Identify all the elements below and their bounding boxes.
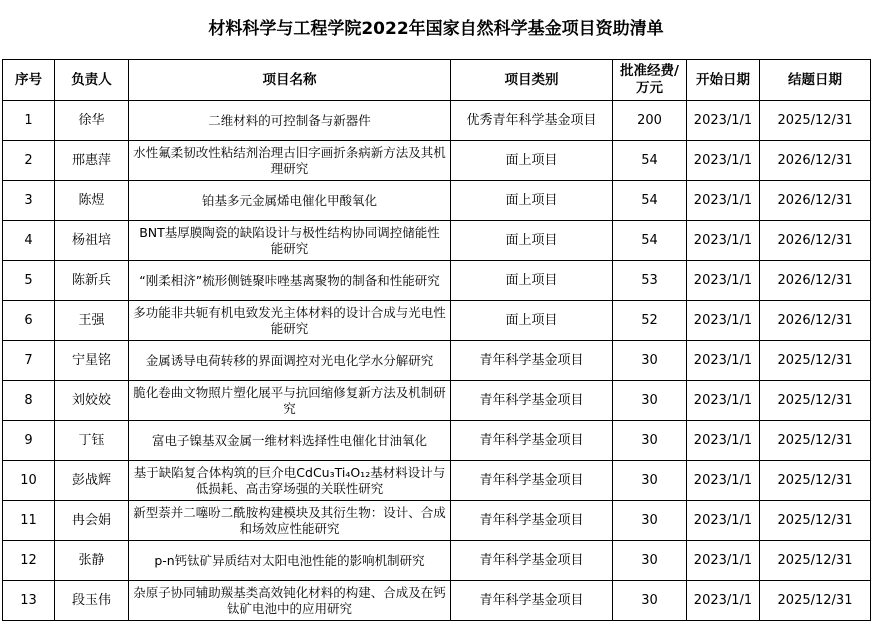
cell-seq: 11 bbox=[3, 501, 55, 541]
cell-funding: 30 bbox=[613, 541, 687, 581]
cell-funding: 30 bbox=[613, 381, 687, 421]
cell-start: 2023/1/1 bbox=[687, 141, 760, 181]
table-row bbox=[3, 301, 871, 341]
header-type: 项目类别 bbox=[451, 60, 613, 101]
cell-end: 2025/12/31 bbox=[760, 101, 871, 141]
cell-type: 面上项目 bbox=[451, 221, 613, 261]
cell-name: 脆化卷曲文物照片塑化展平与抗回缩修复新方法及机制研究 bbox=[129, 381, 451, 421]
cell-leader: 刘姣姣 bbox=[55, 381, 129, 421]
cell-leader: 邢惠萍 bbox=[55, 141, 129, 181]
cell-funding: 54 bbox=[613, 221, 687, 261]
cell-start: 2023/1/1 bbox=[687, 341, 760, 381]
cell-funding: 52 bbox=[613, 301, 687, 341]
cell-type: 青年科学基金项目 bbox=[451, 581, 613, 621]
cell-seq: 2 bbox=[3, 141, 55, 181]
cell-name: 富电子镍基双金属一维材料选择性电催化甘油氧化 bbox=[129, 421, 451, 461]
cell-leader: 陈煜 bbox=[55, 181, 129, 221]
cell-type: 面上项目 bbox=[451, 141, 613, 181]
header-name: 项目名称 bbox=[129, 60, 451, 101]
cell-funding: 53 bbox=[613, 261, 687, 301]
cell-leader: 段玉伟 bbox=[55, 581, 129, 621]
cell-type: 青年科学基金项目 bbox=[451, 421, 613, 461]
cell-start: 2023/1/1 bbox=[687, 461, 760, 501]
cell-funding: 30 bbox=[613, 581, 687, 621]
cell-name: 基于缺陷复合体构筑的巨介电CdCu₃Ti₄O₁₂基材料设计与低损耗、高击穿场强的关联性研究 bbox=[129, 461, 451, 501]
cell-seq: 3 bbox=[3, 181, 55, 221]
cell-name: “刚柔相济”梳形侧链聚咔唑基离聚物的制备和性能研究 bbox=[129, 261, 451, 301]
cell-start: 2023/1/1 bbox=[687, 301, 760, 341]
cell-seq: 8 bbox=[3, 381, 55, 421]
cell-type: 面上项目 bbox=[451, 301, 613, 341]
cell-type: 面上项目 bbox=[451, 261, 613, 301]
cell-start: 2023/1/1 bbox=[687, 221, 760, 261]
header-start: 开始日期 bbox=[687, 60, 760, 101]
table-row bbox=[3, 341, 871, 381]
header-end: 结题日期 bbox=[760, 60, 871, 101]
cell-seq: 7 bbox=[3, 341, 55, 381]
table-row bbox=[3, 381, 871, 421]
cell-end: 2025/12/31 bbox=[760, 461, 871, 501]
table-row bbox=[3, 461, 871, 501]
cell-type: 面上项目 bbox=[451, 181, 613, 221]
table-row bbox=[3, 501, 871, 541]
cell-start: 2023/1/1 bbox=[687, 101, 760, 141]
cell-funding: 30 bbox=[613, 341, 687, 381]
cell-start: 2023/1/1 bbox=[687, 381, 760, 421]
cell-leader: 冉会娟 bbox=[55, 501, 129, 541]
cell-leader: 丁钰 bbox=[55, 421, 129, 461]
cell-type: 优秀青年科学基金项目 bbox=[451, 101, 613, 141]
header-funding: 批准经费/万元 bbox=[613, 60, 687, 101]
cell-seq: 5 bbox=[3, 261, 55, 301]
cell-type: 青年科学基金项目 bbox=[451, 501, 613, 541]
cell-seq: 12 bbox=[3, 541, 55, 581]
page-title: 材料科学与工程学院2022年国家自然科学基金项目资助清单 bbox=[208, 19, 664, 39]
cell-end: 2025/12/31 bbox=[760, 581, 871, 621]
cell-end: 2026/12/31 bbox=[760, 301, 871, 341]
table-row bbox=[3, 421, 871, 461]
cell-type: 青年科学基金项目 bbox=[451, 381, 613, 421]
cell-start: 2023/1/1 bbox=[687, 541, 760, 581]
cell-type: 青年科学基金项目 bbox=[451, 341, 613, 381]
cell-funding: 200 bbox=[613, 101, 687, 141]
cell-name: 二维材料的可控制备与新器件 bbox=[129, 101, 451, 141]
table-row bbox=[3, 541, 871, 581]
cell-leader: 宁星铭 bbox=[55, 341, 129, 381]
cell-seq: 4 bbox=[3, 221, 55, 261]
cell-funding: 30 bbox=[613, 461, 687, 501]
cell-end: 2026/12/31 bbox=[760, 261, 871, 301]
cell-type: 青年科学基金项目 bbox=[451, 541, 613, 581]
cell-end: 2025/12/31 bbox=[760, 341, 871, 381]
cell-end: 2026/12/31 bbox=[760, 221, 871, 261]
table-row bbox=[3, 141, 871, 181]
cell-end: 2025/12/31 bbox=[760, 501, 871, 541]
cell-funding: 30 bbox=[613, 501, 687, 541]
cell-start: 2023/1/1 bbox=[687, 261, 760, 301]
cell-name: p-n钙钛矿异质结对太阳电池性能的影响机制研究 bbox=[129, 541, 451, 581]
cell-funding: 30 bbox=[613, 421, 687, 461]
cell-name: 铂基多元金属烯电催化甲酸氧化 bbox=[129, 181, 451, 221]
cell-leader: 杨祖培 bbox=[55, 221, 129, 261]
cell-seq: 10 bbox=[3, 461, 55, 501]
table-row bbox=[3, 101, 871, 141]
cell-end: 2026/12/31 bbox=[760, 141, 871, 181]
header-row bbox=[3, 60, 871, 101]
cell-start: 2023/1/1 bbox=[687, 421, 760, 461]
cell-leader: 陈新兵 bbox=[55, 261, 129, 301]
cell-leader: 张静 bbox=[55, 541, 129, 581]
cell-start: 2023/1/1 bbox=[687, 181, 760, 221]
cell-seq: 9 bbox=[3, 421, 55, 461]
cell-name: 水性氟柔韧改性粘结剂治理古旧字画折条病新方法及其机理研究 bbox=[129, 141, 451, 181]
cell-seq: 13 bbox=[3, 581, 55, 621]
cell-leader: 王强 bbox=[55, 301, 129, 341]
cell-name: BNT基厚膜陶瓷的缺陷设计与极性结构协同调控储能性能研究 bbox=[129, 221, 451, 261]
cell-start: 2023/1/1 bbox=[687, 501, 760, 541]
cell-funding: 54 bbox=[613, 141, 687, 181]
table-row bbox=[3, 581, 871, 621]
cell-leader: 徐华 bbox=[55, 101, 129, 141]
cell-funding: 54 bbox=[613, 181, 687, 221]
table-row bbox=[3, 221, 871, 261]
cell-end: 2025/12/31 bbox=[760, 541, 871, 581]
cell-type: 青年科学基金项目 bbox=[451, 461, 613, 501]
header-leader: 负责人 bbox=[55, 60, 129, 101]
cell-name: 杂原子协同辅助羰基类高效钝化材料的构建、合成及在钙钛矿电池中的应用研究 bbox=[129, 581, 451, 621]
cell-name: 金属诱导电荷转移的界面调控对光电化学水分解研究 bbox=[129, 341, 451, 381]
cell-end: 2026/12/31 bbox=[760, 181, 871, 221]
table-row bbox=[3, 181, 871, 221]
cell-end: 2025/12/31 bbox=[760, 421, 871, 461]
cell-seq: 6 bbox=[3, 301, 55, 341]
cell-start: 2023/1/1 bbox=[687, 581, 760, 621]
cell-name: 新型萘并二噻吩二酰胺构建模块及其衍生物：设计、合成和场效应性能研究 bbox=[129, 501, 451, 541]
cell-end: 2025/12/31 bbox=[760, 381, 871, 421]
table-row bbox=[3, 261, 871, 301]
cell-seq: 1 bbox=[3, 101, 55, 141]
cell-name: 多功能非共轭有机电致发光主体材料的设计合成与光电性能研究 bbox=[129, 301, 451, 341]
cell-leader: 彭战辉 bbox=[55, 461, 129, 501]
funding-table bbox=[2, 59, 871, 621]
header-seq: 序号 bbox=[3, 60, 55, 101]
